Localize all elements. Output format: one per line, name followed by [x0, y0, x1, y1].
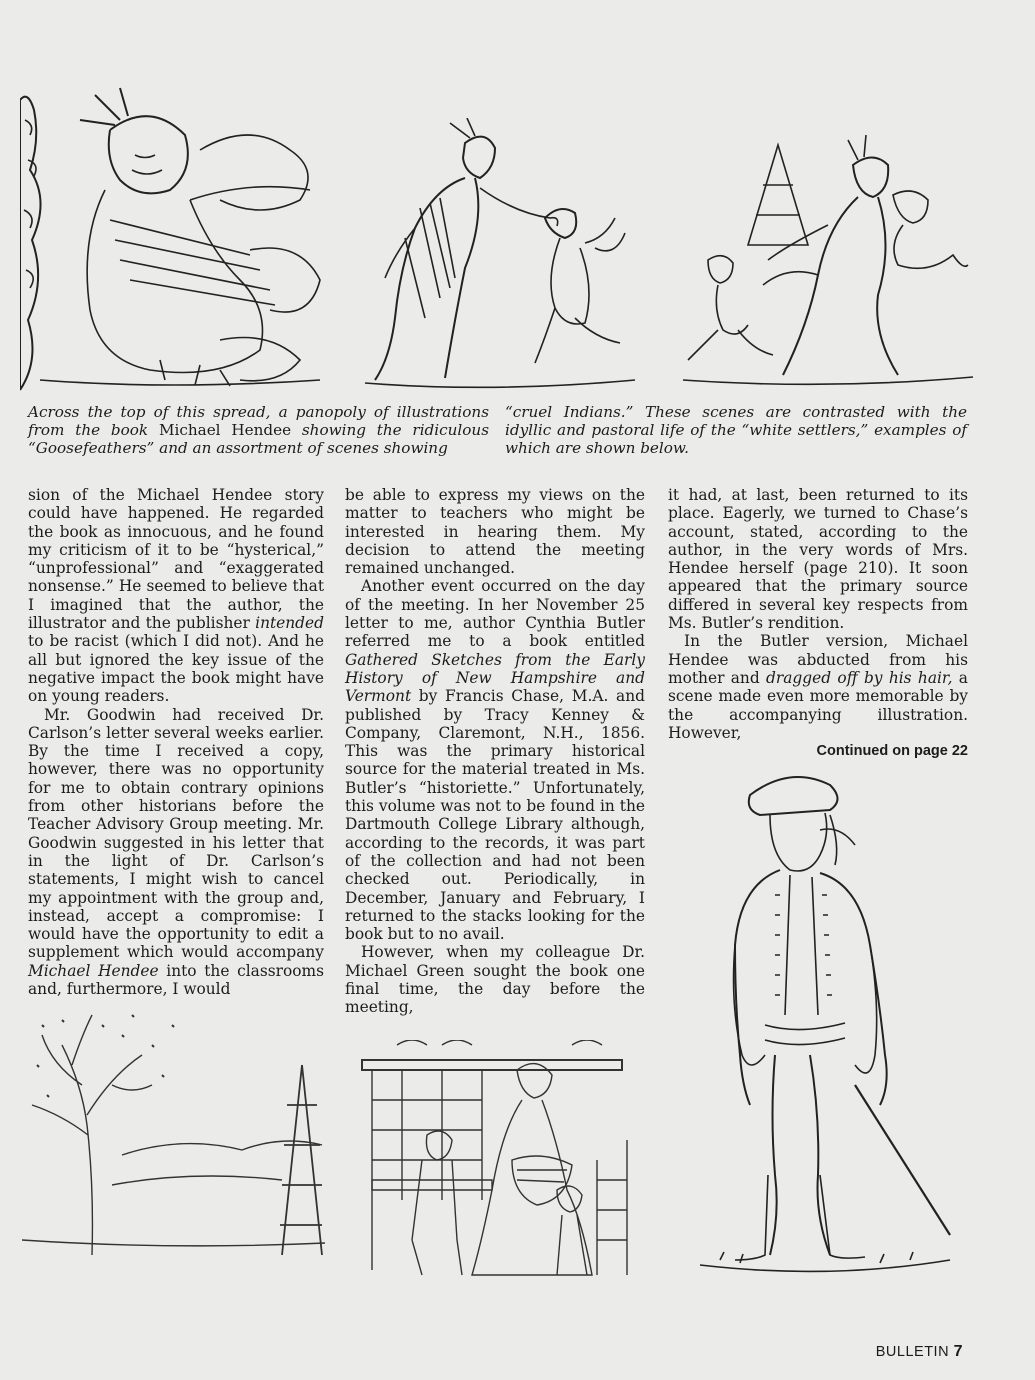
- colonial-soldier-illustration-icon: [680, 755, 972, 1285]
- caption-text: showing the ridiculous “Goosefeathers” and an assortment of scenes showing: [28, 421, 489, 457]
- emphasis: dragged off by his hair,: [766, 668, 953, 687]
- paragraph-text: sion of the Michael Hendee story could have happened. He regarded the book as innocuous, and he found my criticism of it to be “hysterical,” “unprofessional” and “exaggerated nonsense.” He seemed to believe that I imagined that the author, the illustrator and the publisher: [28, 486, 324, 633]
- paragraph-text: by Francis Chase, M.A. and published by Tracy Kenney & Company, Claremont, N.H., 1856. This was the primary historical source for the material treated in Ms. Butler’s “historiette.” Unfortunately, this volume was not to be found in the Dartmouth College Library although, according to the records, it was part of the collection and had not been checked out. Periodically, in December, January and February, I returned to the stacks looking for the book but to no avail.: [345, 687, 645, 944]
- caption-right: “cruel Indians.” These scenes are contrasted with the idyllic and pastoral life of the “white settlers,” examples of which are shown below.: [505, 403, 967, 457]
- paragraph-text: Another event occurred on the day of the meeting. In her November 25 letter to me, author Cynthia Butler referred me to a book entitled: [345, 577, 645, 651]
- indian-carrying-boy-illustration-icon: [678, 135, 976, 387]
- paragraph: it had, at last, been returned to its place. Eagerly, we turned to Chase’s account, stated, according to the author, in the very words of Mrs. Hendee herself (page 210). It soon appeared that the primary source differed in several key respects from Ms. Butler’s rendition.: [668, 486, 968, 633]
- paragraph-text: a scene made even more memorable by the accompanying illustration. However,: [668, 668, 968, 742]
- goosefeathers-illustration-icon: [20, 80, 330, 392]
- paragraph-text: In the Butler version, Michael Hendee was abducted from his mother and: [668, 632, 968, 687]
- continued-on-link: Continued on page 22: [816, 743, 968, 760]
- article-column-3: [668, 486, 968, 760]
- indian-grabbing-boy-illustration-icon: [345, 118, 645, 393]
- emphasis: intended: [255, 614, 324, 633]
- page-footer: [876, 1343, 963, 1361]
- article-column-1: [28, 486, 324, 998]
- article-column-2: [345, 486, 645, 1017]
- paragraph: [28, 706, 324, 999]
- paragraph: [668, 632, 968, 742]
- paragraph: [345, 577, 645, 943]
- paragraph-text: into the classrooms and, furthermore, I would: [28, 961, 324, 999]
- caption-text: Across the top of this spread, a panopoly of illustrations from the book: [28, 403, 489, 439]
- emphasis: Michael Hendee: [28, 961, 159, 980]
- caption-book-title: Michael Hendee: [158, 421, 292, 439]
- paragraph: be able to express my views on the matter to teachers who might be interested in hearing them. My decision to attend the meeting remained unchanged.: [345, 486, 645, 578]
- emphasis: Gathered Sketches from the Early History of New Hampshire and Vermont: [345, 650, 645, 706]
- winter-landscape-illustration-icon: [22, 1005, 325, 1255]
- paragraph: [28, 486, 324, 706]
- paragraph-text: Mr. Goodwin had received Dr. Carlson’s letter several weeks earlier. By the time I received a copy, however, there was no opportunity for me to obtain contrary opinions from other historians before the Teacher Advisory Group meeting. Mr. Goodwin suggested in his letter that in the light of Dr. Carlson’s statements, I might wish to cancel my appointment with the group and, instead, accept a compromise: I would have the opportunity to edit a supplement which would accompany: [28, 705, 324, 962]
- publication-name: BULLETIN: [875, 1344, 950, 1360]
- paragraph-text: to be racist (which I did not). And he all but ignored the key issue of the negative impact the book might have on young readers.: [28, 632, 324, 706]
- paragraph: However, when my colleague Dr. Michael Green sought the book one final time, the day before the meeting,: [345, 943, 645, 1017]
- colonial-kitchen-illustration-icon: [342, 1040, 644, 1280]
- caption-left: [28, 403, 489, 457]
- page-number: 7: [953, 1343, 963, 1360]
